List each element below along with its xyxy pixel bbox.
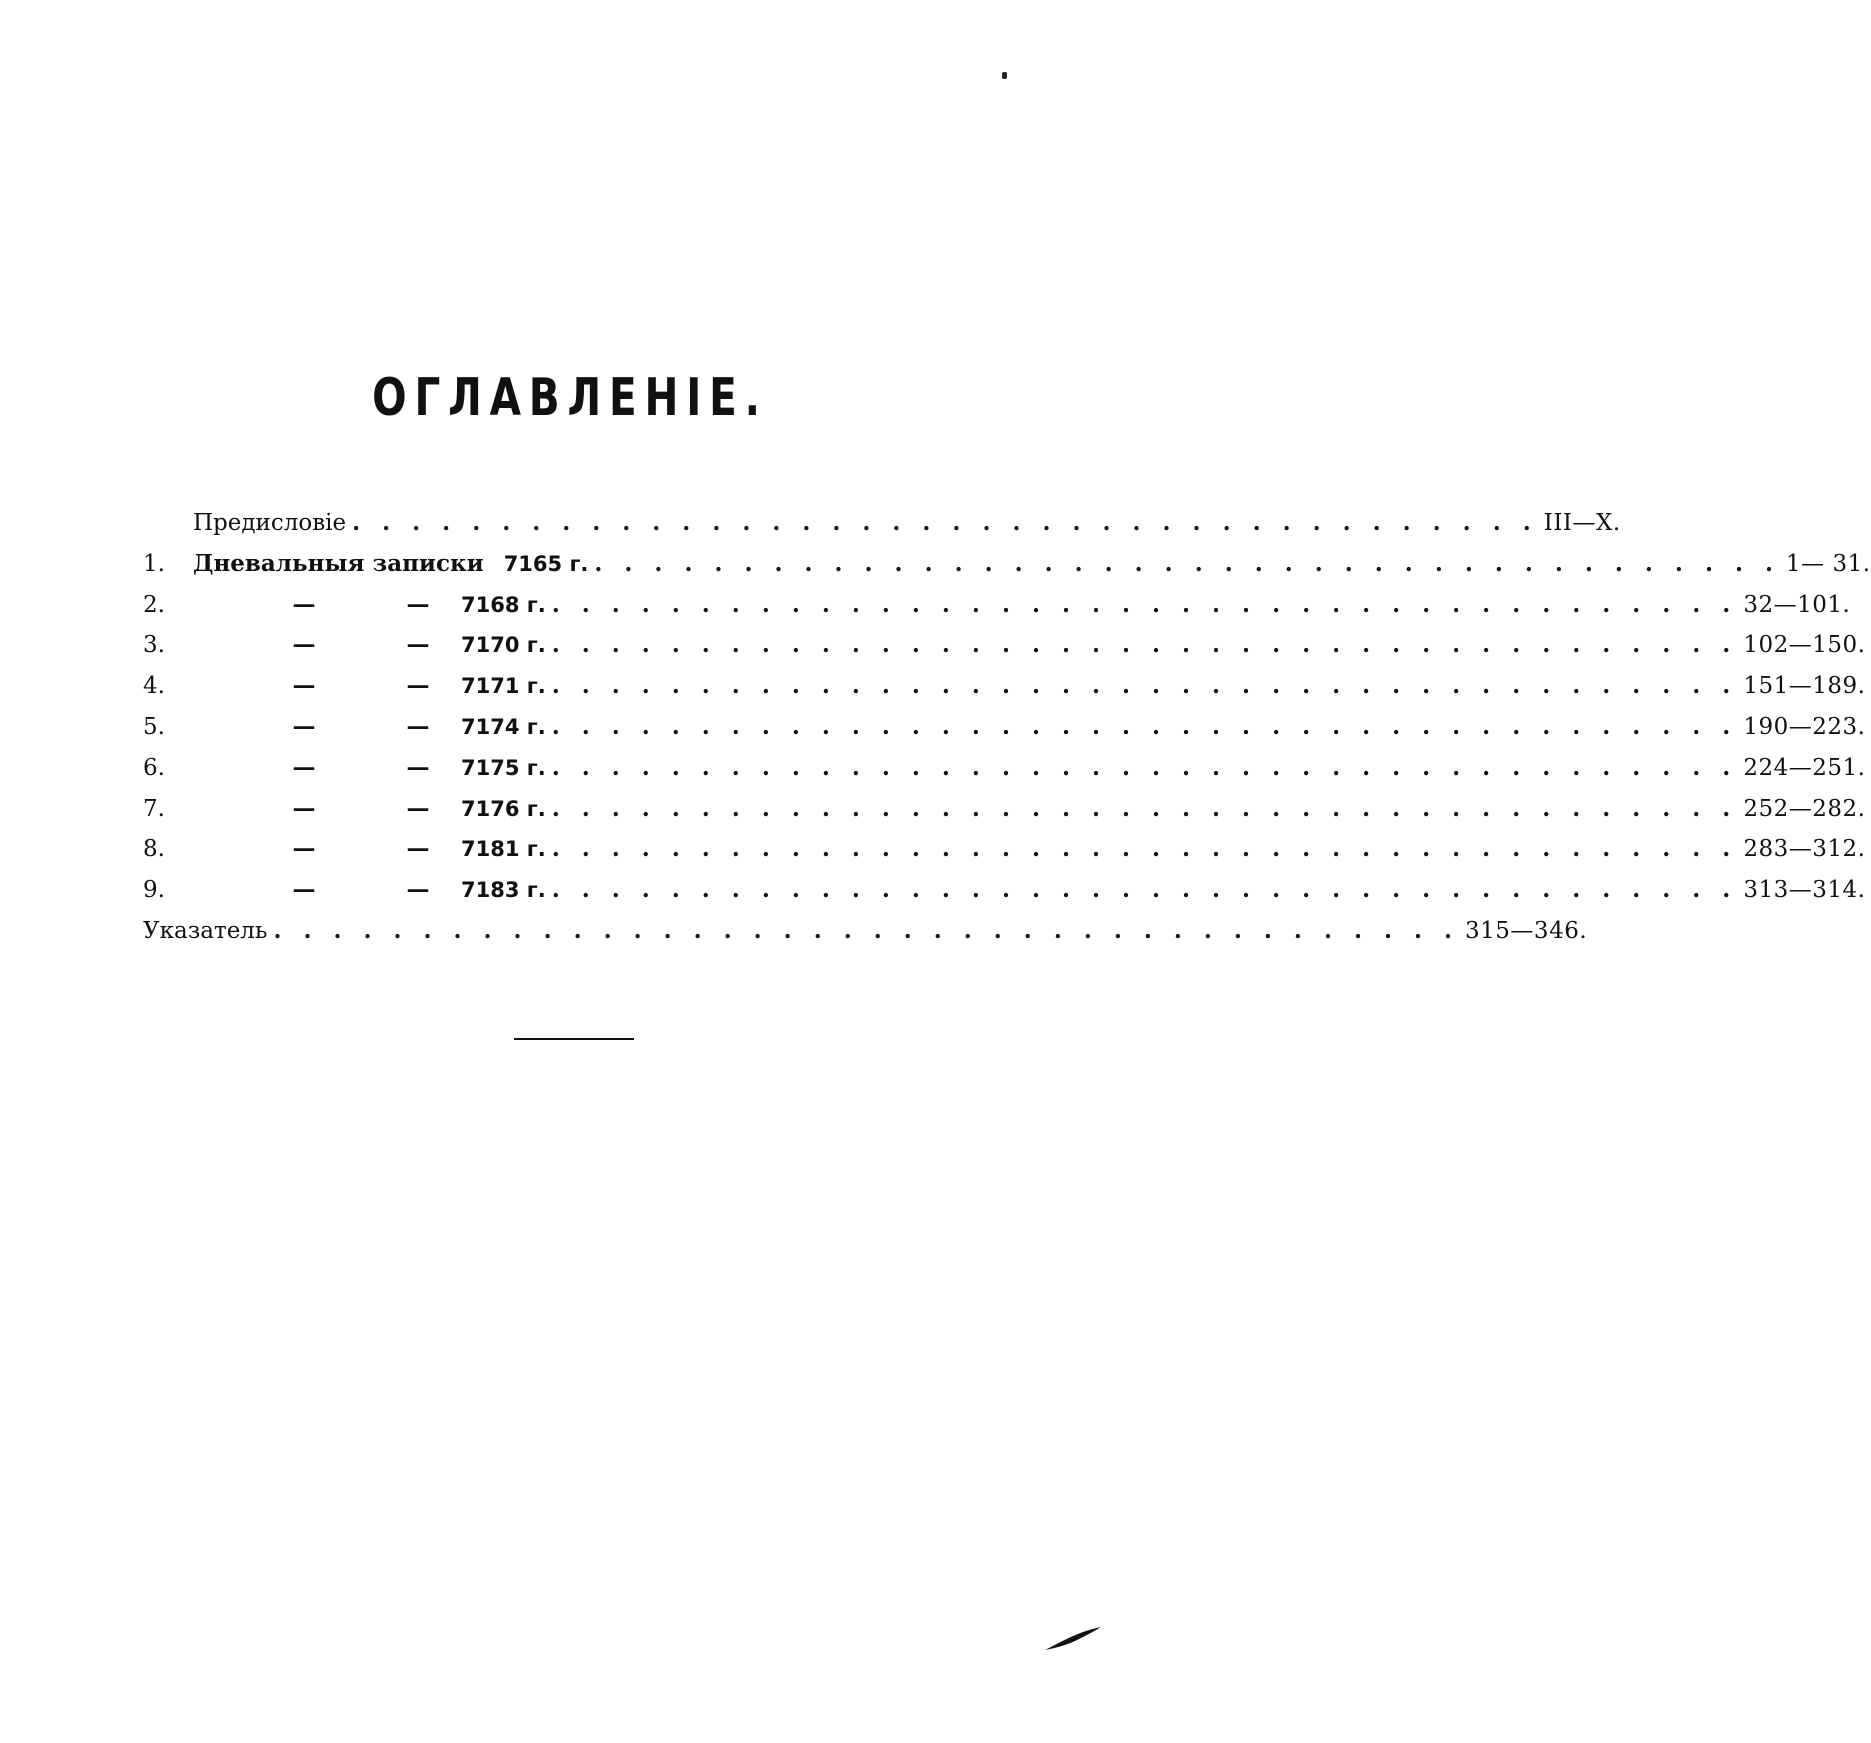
toc-year: 7176 г. <box>461 796 546 821</box>
toc-label <box>193 544 588 585</box>
toc-number: 8. <box>143 836 165 863</box>
ditto-dash: — <box>292 794 316 822</box>
ditto-dash: — <box>406 631 430 659</box>
toc-label <box>193 829 546 870</box>
toc-label: Предисловіе <box>193 510 347 536</box>
closing-rule <box>514 1038 634 1040</box>
ditto-dash: — <box>406 753 430 781</box>
toc-year: 7165 г. <box>503 551 589 576</box>
toc-pages: 32—101. <box>1743 591 1851 618</box>
toc-row-preface[interactable] <box>143 503 1621 544</box>
toc-number: 6. <box>143 754 165 781</box>
toc-title: Дневальныя записки <box>193 549 484 577</box>
toc-label <box>193 748 546 789</box>
dot-leader: . . . . . . . . . . . . . . . . . . . . . . . . . . . . . . . . . . . . . . . . <box>551 712 1738 740</box>
toc-row-2[interactable] <box>143 585 1851 626</box>
toc-row-7[interactable] <box>143 789 1866 830</box>
ditto-dash: — <box>292 712 316 740</box>
toc-pages: 1— 31. <box>1786 550 1871 577</box>
table-of-contents <box>143 503 1871 952</box>
ink-speck <box>1002 72 1007 79</box>
toc-number: 2. <box>143 591 165 618</box>
toc-pages: 283—312. <box>1743 836 1866 863</box>
toc-pages: 224—251. <box>1743 754 1866 781</box>
toc-row-9[interactable] <box>143 870 1866 911</box>
dot-leader: . . . . . . . . . . . . . . . . . . . . . . . . . . . . . . . . . . . . . . . . <box>551 590 1738 618</box>
dot-leader: . . . . . . . . . . . . . . . . . . . . . . . . . . . . . . . . . . . . . . . . <box>551 876 1738 904</box>
toc-number: 4. <box>143 673 165 700</box>
toc-row-8[interactable] <box>143 829 1866 870</box>
toc-label <box>193 585 546 626</box>
toc-label <box>193 789 546 830</box>
toc-number: 1. <box>143 550 165 577</box>
dot-leader: . . . . . . . . . . . . . . . . . . . . . . . . . . . . . . . . . . . . . . . . <box>352 509 1538 536</box>
toc-label <box>193 707 546 748</box>
ditto-dash: — <box>292 672 316 700</box>
ditto-dash: — <box>406 590 430 618</box>
ditto-dash: — <box>292 876 316 904</box>
toc-pages: 151—189. <box>1743 673 1866 700</box>
toc-year: 7171 г. <box>461 674 546 699</box>
toc-label <box>193 625 546 666</box>
dot-leader: . . . . . . . . . . . . . . . . . . . . . . . . . . . . . . . . . . . . . . . . <box>551 753 1738 781</box>
toc-pages: 102—150. <box>1743 632 1866 659</box>
ditto-dash: — <box>406 712 430 740</box>
toc-row-6[interactable] <box>143 748 1866 789</box>
toc-pages: 190—223. <box>1743 713 1866 740</box>
dot-leader: . . . . . . . . . . . . . . . . . . . . . . . . . . . . . . . . . . . . . . . . <box>551 835 1738 863</box>
toc-row-3[interactable] <box>143 625 1866 666</box>
ditto-dash: — <box>292 835 316 863</box>
dot-leader: . . . . . . . . . . . . . . . . . . . . . . . . . . . . . . . . . . . . . . . . <box>551 672 1738 700</box>
ditto-dash: — <box>406 794 430 822</box>
toc-label <box>193 666 546 707</box>
dot-leader: . . . . . . . . . . . . . . . . . . . . . . . . . . . . . . . . . . . . . . . . <box>551 794 1738 822</box>
ditto-dash: — <box>292 631 316 659</box>
ditto-dash: — <box>292 753 316 781</box>
toc-pages: 313—314. <box>1743 877 1866 904</box>
toc-pages: 315—346. <box>1465 917 1588 944</box>
toc-year: 7175 г. <box>461 755 546 780</box>
toc-pages: 252—282. <box>1743 795 1866 822</box>
toc-number: 7. <box>143 795 165 822</box>
toc-row-1[interactable] <box>143 544 1871 585</box>
quill-mark-icon <box>1043 1624 1103 1654</box>
ditto-dash: — <box>292 590 316 618</box>
toc-row-index[interactable] <box>143 911 1588 952</box>
ditto-dash: — <box>406 876 430 904</box>
toc-pages: III—X. <box>1543 510 1621 536</box>
toc-year: 7170 г. <box>461 633 546 658</box>
page-title: ОГЛАВЛЕНІЕ. <box>372 368 768 428</box>
toc-label <box>193 870 546 911</box>
dot-leader: . . . . . . . . . . . . . . . . . . . . . . . . . . . . . . . . . . . . . . . . <box>273 916 1460 944</box>
ditto-dash: — <box>406 835 430 863</box>
toc-number: 9. <box>143 877 165 904</box>
toc-year: 7183 г. <box>461 878 546 903</box>
ditto-dash: — <box>406 672 430 700</box>
toc-year: 7181 г. <box>461 837 546 862</box>
toc-year: 7168 г. <box>461 592 546 617</box>
dot-leader: . . . . . . . . . . . . . . . . . . . . . . . . . . . . . . . . . . . . . . . . <box>594 549 1780 577</box>
toc-row-5[interactable] <box>143 707 1866 748</box>
dot-leader: . . . . . . . . . . . . . . . . . . . . . . . . . . . . . . . . . . . . . . . . <box>551 631 1738 659</box>
toc-number: 3. <box>143 632 165 659</box>
toc-label: Указатель <box>143 917 268 944</box>
toc-row-4[interactable] <box>143 666 1866 707</box>
toc-year: 7174 г. <box>461 714 546 739</box>
toc-number: 5. <box>143 713 165 740</box>
